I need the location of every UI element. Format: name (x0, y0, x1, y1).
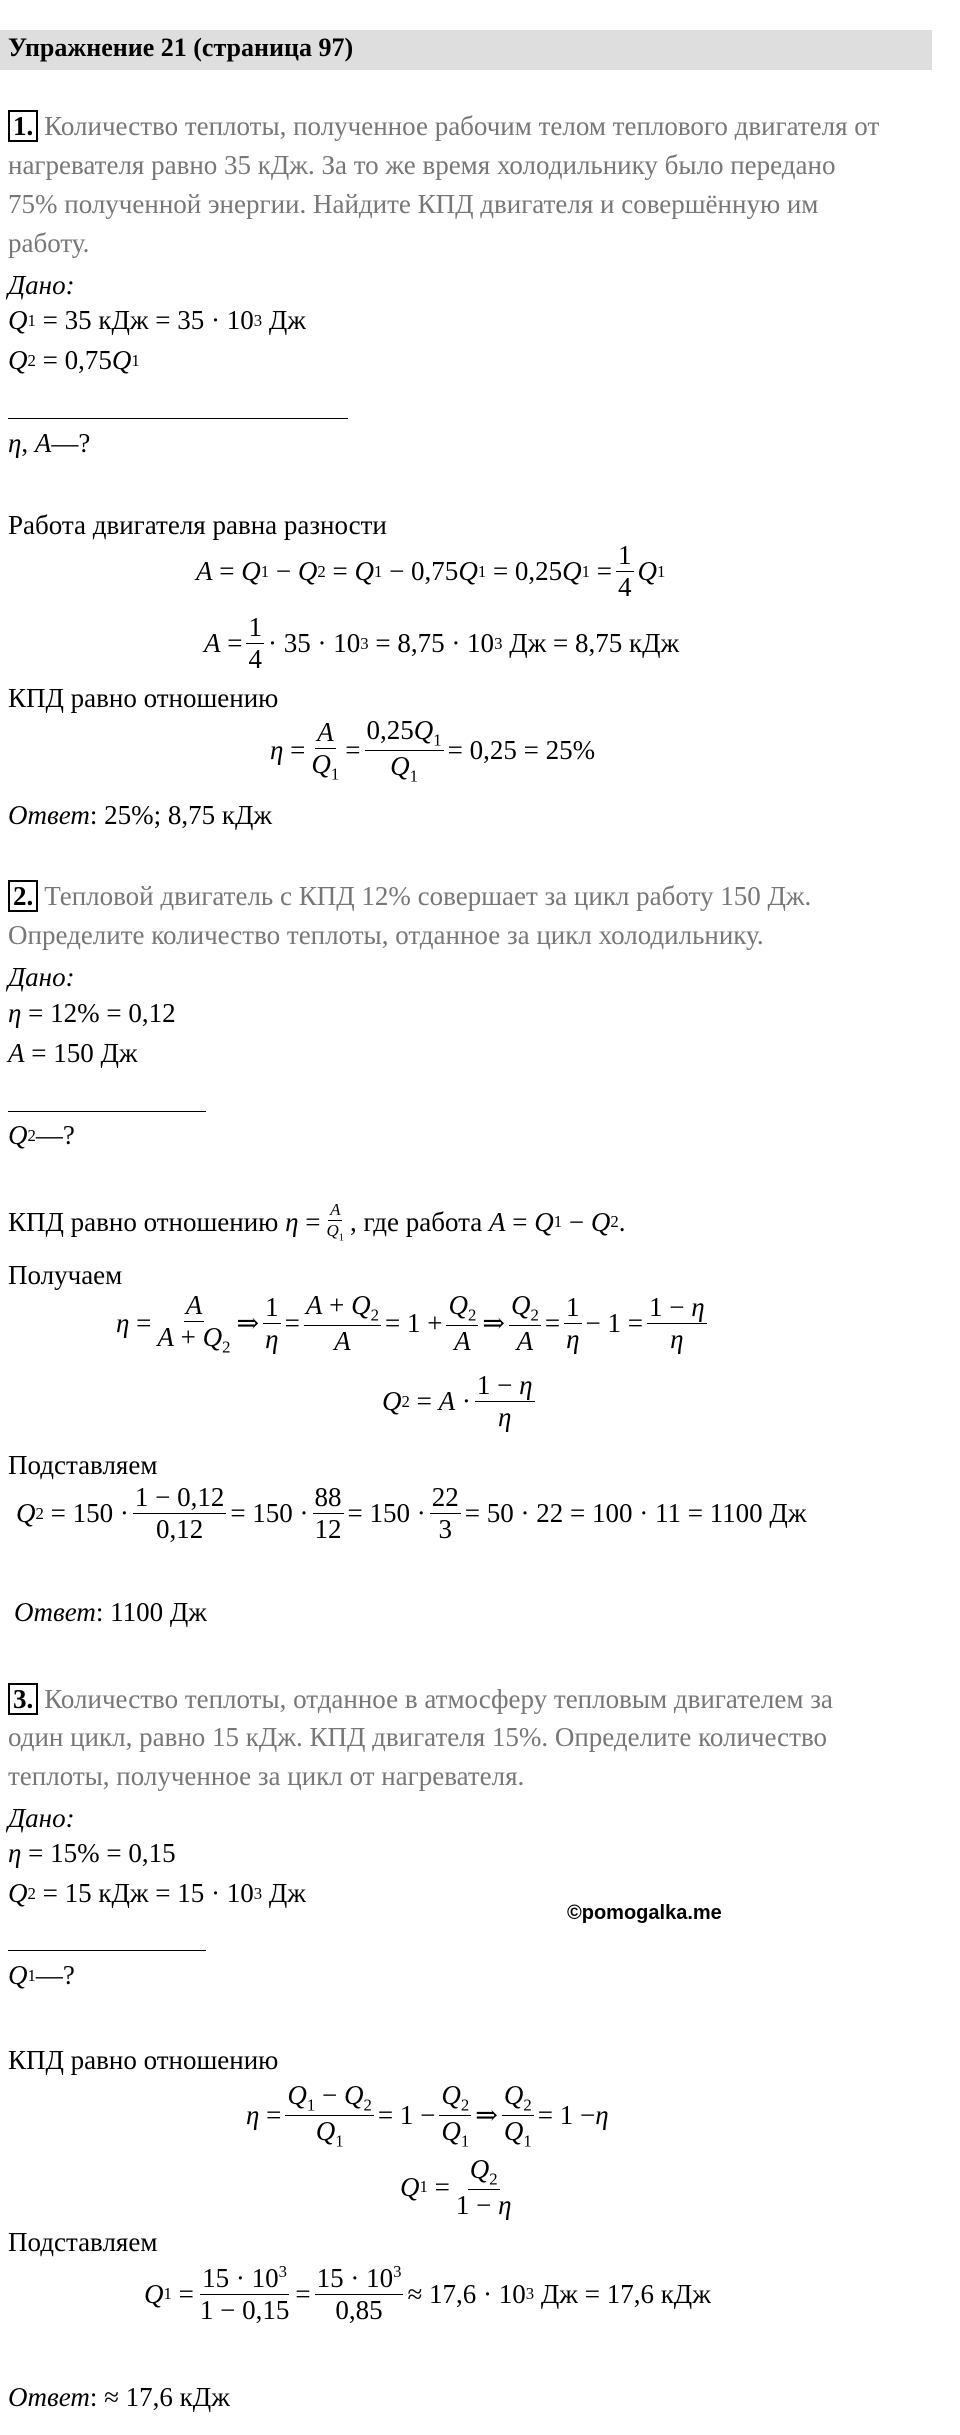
task2-formula-q2: Q 2 = A · $\frac{1 - \eta}{\eta}$ (382, 1370, 533, 1433)
task2-find: Q 2 —? (8, 1120, 75, 1150)
task3-given-label: Дано: (8, 1803, 75, 1833)
task2-where-label: , где работа (350, 1206, 483, 1237)
task3-rule (8, 1950, 206, 1951)
task2-formula-derive: η = $\frac{A}{A + Q_2}$ ⇒ $\frac{1}{\eta}$ = $\frac{A + Q_2}{A}$ = 1 + $\frac{Q_2}{A}$ ⇒ $\frac{Q_2}{A}$ = $\frac{1}{\eta}$ − 1 = $\frac{1 - \eta}{\eta}$ (116, 1290, 705, 1357)
task1-answer-value: : 25%; 8,75 кДж (89, 800, 273, 830)
task2-rule (8, 1111, 206, 1112)
page-title: Упражнение 21 (страница 97) (8, 33, 354, 62)
task2-given-a: A = 150 Дж (8, 1038, 138, 1068)
task1-text-1: нагревателя равно 35 кДж. За то же время холодильнику было передано (8, 150, 836, 180)
watermark: ©pomogalka.me (567, 1902, 722, 1924)
task3-given-q2: Q 2 = 15 кДж = 15 · 10 3 Дж (8, 1878, 306, 1908)
task3-eff-label: КПД равно отношению (8, 2045, 279, 2075)
task2-answer-label: Ответ (14, 1597, 96, 1627)
header-bar (0, 30, 932, 70)
task2-text-1: Определите количество теплоты, отданное за цикл холодильнику. (8, 920, 764, 950)
task3-formula-q1: Q 1 = $\frac{Q_2}{1 - \eta}$ (400, 2154, 512, 2220)
task2-formula-calc: Q 2 = 150 · $\frac{1 - 0,12}{0,12}$ = 150 · $\frac{88}{12}$ = 150 · $\frac{22}{3}$ = 50 · 22 = 100 · 11 = 1100 Дж (16, 1482, 807, 1545)
task3-find: Q 1 —? (8, 1960, 75, 1990)
task1-given-q1: Q 1 = 35 кДж = 35 · 10 3 Дж (8, 305, 306, 335)
task1-formula-eff: η = $\frac{A}{Q_1}$ = $\frac{0,25Q_1}{Q_1}$ = 0,25 = 25% (270, 715, 596, 786)
task3-text-1: один цикл, равно 15 кДж. КПД двигателя 15%. Определите количество (8, 1722, 828, 1752)
task2-given-label: Дано: (8, 962, 75, 992)
task3-answer-value: : ≈ 17,6 кДж (89, 2382, 230, 2412)
task3-line-1 (8, 1683, 833, 1715)
task2-eff-label: КПД равно отношению (8, 1206, 279, 1237)
task2-given-eta: η = 12% = 0,12 (8, 998, 176, 1028)
task2-eff-line: КПД равно отношению η = $\frac{A}{Q_1}$ , где работа A = Q 1 − Q 2 . (8, 1200, 626, 1243)
task1-line-1 (8, 110, 879, 142)
task3-formula-eff: η = $\frac{Q_1 - Q_2}{Q_1}$ = 1 − $\frac{Q_2}{Q_1}$ ⇒ $\frac{Q_2}{Q_1}$ = 1 − η (246, 2080, 609, 2151)
task3-answer-label: Ответ (8, 2382, 90, 2412)
task1-given-label: Дано: (8, 270, 75, 300)
task1-number: 1. (8, 110, 38, 142)
task2-subst-label: Подставляем (8, 1450, 158, 1480)
task3-text-2: теплоты, полученное за цикл от нагревателя. (8, 1761, 525, 1791)
task3-subst-label: Подставляем (8, 2227, 158, 2257)
task3-given-eta: η = 15% = 0,15 (8, 1838, 176, 1868)
task2-answer (14, 1597, 207, 1628)
task1-text-3: работу. (8, 228, 90, 258)
task1-text-2: 75% полученной энергии. Найдите КПД двигателя и совершённую им (8, 189, 819, 219)
task2-line-1 (8, 880, 811, 912)
task2-number: 2. (8, 880, 38, 912)
task1-answer (8, 800, 272, 831)
task1-text-0: Количество теплоты, полученное рабочим телом теплового двигателя от (44, 111, 880, 141)
task1-work-label: Работа двигателя равна разности (8, 510, 387, 540)
task1-eff-label: КПД равно отношению (8, 683, 279, 713)
task2-answer-value: : 1100 Дж (95, 1597, 207, 1627)
task1-rule (8, 418, 348, 419)
task3-formula-calc: Q 1 = $\frac{15 \cdot 10^3}{1 - 0,15}$ = $\frac{15 \cdot 10^3}{0,85}$ ≈ 17,6 · 10 3 Дж = 17,6 кДж (144, 2262, 711, 2326)
task1-formula-work: A = Q 1 − Q 2 = Q 1 − 0,75 Q 1 = 0,25 Q 1 = $\frac{1}{4}$ Q 1 (196, 540, 666, 603)
task3-text-0: Количество теплоты, отданное в атмосферу тепловым двигателем за (44, 1684, 833, 1714)
task1-find: η , A —? (8, 428, 91, 458)
task3-answer (8, 2382, 230, 2413)
task1-given-q2: Q 2 = 0,75 Q 1 (8, 345, 140, 375)
task2-get-label: Получаем (8, 1260, 123, 1290)
task1-answer-label: Ответ (8, 800, 90, 830)
task2-text-0: Тепловой двигатель с КПД 12% совершает за цикл работу 150 Дж. (44, 881, 812, 911)
task3-number: 3. (8, 1683, 38, 1715)
task1-formula-calc: A = $\frac{1}{4}$ · 35 · 10 3 = 8,75 · 10 3 Дж = 8,75 кДж (204, 612, 680, 675)
